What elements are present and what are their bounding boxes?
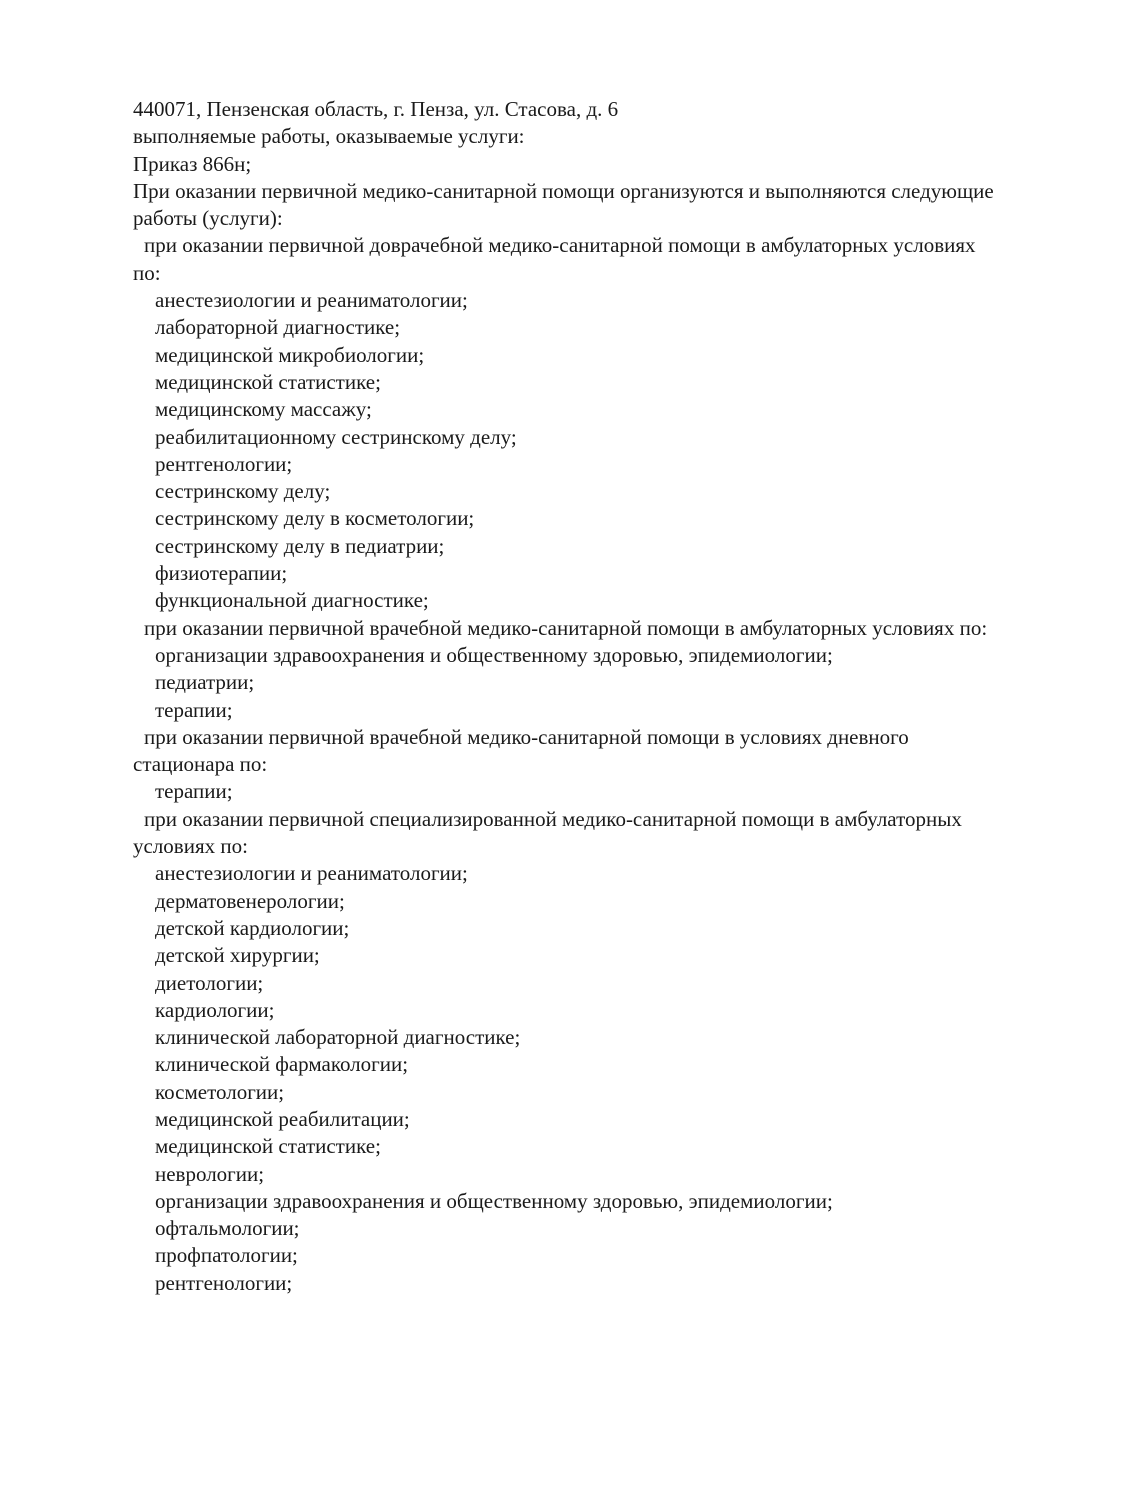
document-line: детской кардиологии; bbox=[155, 915, 350, 940]
document-line: функциональной диагностике; bbox=[155, 588, 429, 613]
document-line: при оказании первичной врачебной медико-санитарной помощи в условиях дневного bbox=[144, 724, 909, 749]
document-line: анестезиологии и реаниматологии; bbox=[155, 861, 468, 886]
document-line: стационара по: bbox=[133, 752, 268, 777]
document-line: сестринскому делу в косметологии; bbox=[155, 506, 475, 531]
document-line: педиатрии; bbox=[155, 670, 255, 695]
document-line: выполняемые работы, оказываемые услуги: bbox=[133, 124, 525, 149]
document-line: дерматовенерологии; bbox=[155, 888, 345, 913]
document-line: терапии; bbox=[155, 697, 233, 722]
document-line: рентгенологии; bbox=[155, 451, 293, 476]
document-line: реабилитационному сестринскому делу; bbox=[155, 424, 517, 449]
document-line: организации здравоохранения и общественному здоровью, эпидемиологии; bbox=[155, 1188, 833, 1213]
document-line: медицинской статистике; bbox=[155, 369, 381, 394]
document-line: рентгенологии; bbox=[155, 1270, 293, 1295]
document-line: При оказании первичной медико-санитарной помощи организуются и выполняются следующие bbox=[133, 178, 994, 203]
document-line: медицинскому массажу; bbox=[155, 397, 372, 422]
document-line: неврологии; bbox=[155, 1161, 265, 1186]
document-line: Приказ 866н; bbox=[133, 151, 252, 176]
document-line: работы (услуги): bbox=[133, 206, 283, 231]
document-line: 440071, Пензенская область, г. Пенза, ул. Стасова, д. 6 bbox=[133, 97, 619, 121]
document-line: офтальмологии; bbox=[155, 1216, 300, 1241]
document-line: медицинской микробиологии; bbox=[155, 342, 425, 367]
document-line: организации здравоохранения и общественному здоровью, эпидемиологии; bbox=[155, 642, 833, 667]
document-line: кардиологии; bbox=[155, 997, 275, 1022]
document-line: диетологии; bbox=[155, 970, 264, 995]
document-line: терапии; bbox=[155, 779, 233, 804]
document-line: при оказании первичной специализированной медико-санитарной помощи в амбулаторных bbox=[144, 806, 962, 831]
document-line: условиях по: bbox=[133, 834, 248, 859]
document-line: клинической фармакологии; bbox=[155, 1052, 409, 1077]
document-line: клинической лабораторной диагностике; bbox=[155, 1025, 521, 1050]
document-line: анестезиологии и реаниматологии; bbox=[155, 288, 468, 313]
document-line: сестринскому делу; bbox=[155, 479, 331, 504]
document-line: лабораторной диагностике; bbox=[155, 315, 401, 340]
document-line: при оказании первичной врачебной медико-санитарной помощи в амбулаторных условиях по: bbox=[144, 615, 988, 640]
document-line: физиотерапии; bbox=[155, 561, 288, 586]
document-body bbox=[133, 96, 1073, 1297]
document-line: косметологии; bbox=[155, 1079, 285, 1104]
document-line: при оказании первичной доврачебной медико-санитарной помощи в амбулаторных условиях bbox=[144, 233, 976, 258]
document-line: медицинской статистике; bbox=[155, 1134, 381, 1159]
document-line: детской хирургии; bbox=[155, 943, 320, 968]
document-line: профпатологии; bbox=[155, 1243, 298, 1268]
document-line: сестринскому делу в педиатрии; bbox=[155, 533, 445, 558]
document-line: медицинской реабилитации; bbox=[155, 1106, 410, 1131]
document-line: по: bbox=[133, 260, 161, 285]
